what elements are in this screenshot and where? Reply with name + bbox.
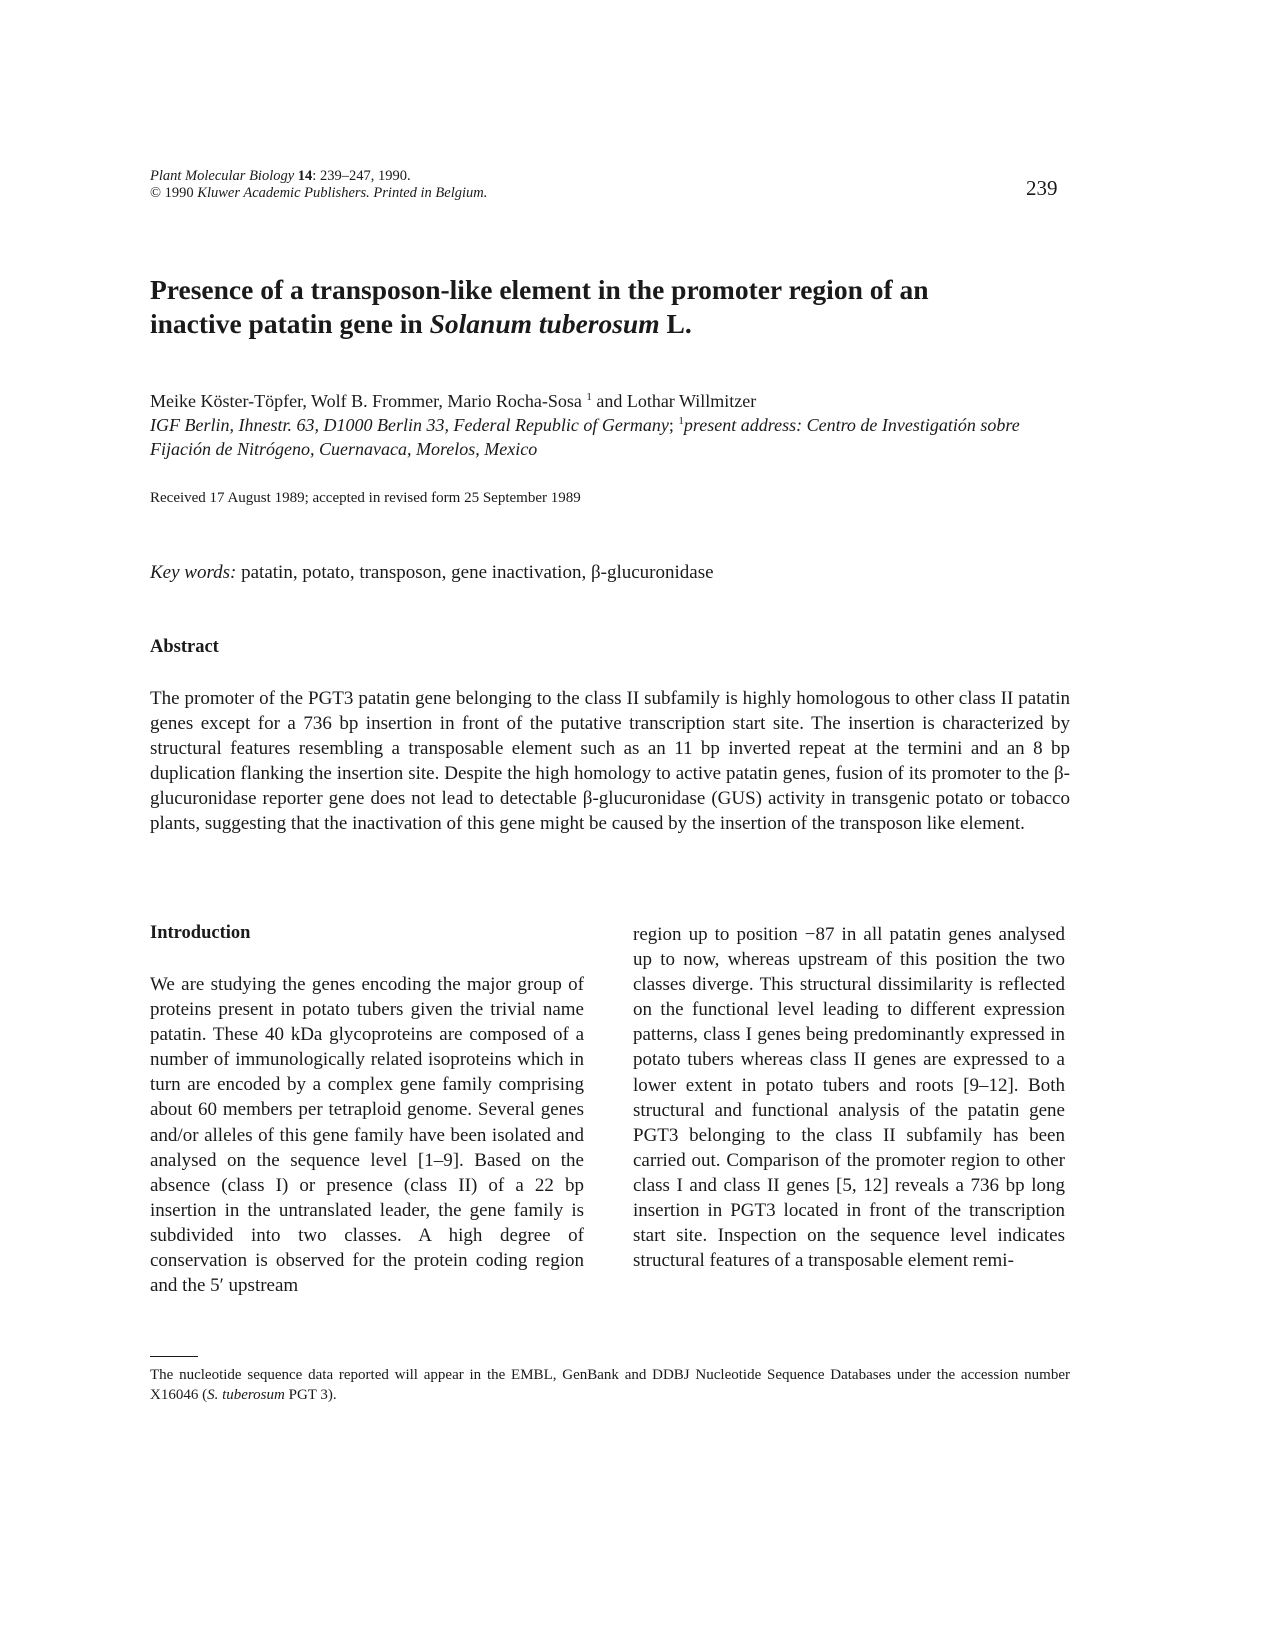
affiliation [150,413,1080,461]
affiliation-main: IGF Berlin, Ihnestr. 63, D1000 Berlin 33, Federal Republic of Germany [150,415,669,435]
footnote-tail: PGT 3). [284,1386,337,1403]
author-affiliation-marker: 1 [586,391,592,403]
journal-volume: 14 [297,168,313,184]
title-suffix: L. [659,308,692,339]
affiliation-separator: ; [668,415,679,435]
introduction-heading: Introduction [150,923,251,943]
publisher-note: Kluwer Academic Publishers. Printed in Belgium. [197,185,488,201]
copyright-line [150,185,1080,202]
page-number: 239 [1026,176,1058,200]
journal-header [150,168,1080,202]
title-species: Solanum tuberosum [429,308,660,339]
abstract-heading: Abstract [150,637,219,657]
title-line-2: inactive patatin gene in [150,308,430,339]
received-dates: Received 17 August 1989; accepted in revised form 25 September 1989 [150,490,581,506]
journal-pages-year: : 239–247, 1990. [312,168,411,184]
journal-name: Plant Molecular Biology [150,168,295,184]
author-names: Meike Köster-Töpfer, Wolf B. Frommer, Mario Rocha-Sosa [150,391,582,411]
article-title [150,273,1080,341]
affiliation-marker: 1 [678,415,684,427]
author-names-tail: and Lothar Willmitzer [591,391,757,411]
footnote-text: The nucleotide sequence data reported will appear in the EMBL, GenBank and DDBJ Nucleotide Sequence Databases under the accession number X16046 ( [150,1367,1070,1403]
copyright-prefix: © 1990 [150,185,194,201]
affiliation-present-address: present address: Centro de Investigatión sobre Fijación de Nitrógeno, Cuernavaca, Morelos, Mexico [150,415,1020,459]
footnote [150,1366,1070,1405]
title-line-1: Presence of a transposon-like element in the promoter region of an [150,274,929,305]
footnote-species: S. tuberosum [207,1386,285,1403]
keywords-list: patatin, potato, transposon, gene inactivation, β-glucuronidase [236,562,714,583]
introduction-right-column: region up to position −87 in all patatin genes analysed up to now, whereas upstream of this position the two classes diverge. This structural dissimilarity is reflected on the functional level leading to different expression patterns, class I genes being predominantly expressed in potato tubers whereas class II genes are expressed to a lower extent in potato tubers and roots [9–12]. Both structural and functional analysis of the patatin gene PGT3 belonging to the class II subfamily has been carried out. Comparison of the promoter region to other class I and class II genes [5, 12] reveals a 736 bp long insertion in PGT3 located in front of the transcription start site. Inspection on the sequence level indicates structural features of a transposable element remi- [633,924,1065,1272]
abstract-text: The promoter of the PGT3 patatin gene belonging to the class II subfamily is highly homologous to other class II patatin genes except for a 736 bp insertion in front of the putative transcription start site. The insertion is characterized by structural features resembling a transposable element such as an 11 bp inverted repeat at the termini and an 8 bp duplication flanking the insertion site. Despite the high homology to active patatin genes, fusion of its promoter to the β-glucuronidase reporter gene does not lead to detectable β-glucuronidase (GUS) activity in transgenic potato or tobacco plants, suggesting that the inactivation of this gene might be caused by the insertion of the transposon like element. [150,688,1070,835]
footnote-rule [150,1356,198,1357]
introduction-left-column: We are studying the genes encoding the major group of proteins present in potato tubers given the trivial name patatin. These 40 kDa glycoproteins are composed of a number of immunologically related isoproteins which in turn are encoded by a complex gene family comprising about 60 members per tetraploid genome. Several genes and/or alleles of this gene family have been isolated and analysed on the sequence level [1–9]. Based on the absence (class I) or presence (class II) of a 22 bp insertion in the untranslated leader, the gene family is subdivided into two classes. A high degree of conservation is observed for the protein coding region and the 5′ upstream [150,974,584,1297]
author-list [150,389,1080,413]
keywords-label: Key words: [150,562,237,583]
journal-citation [150,168,1080,185]
keywords [150,561,1080,585]
